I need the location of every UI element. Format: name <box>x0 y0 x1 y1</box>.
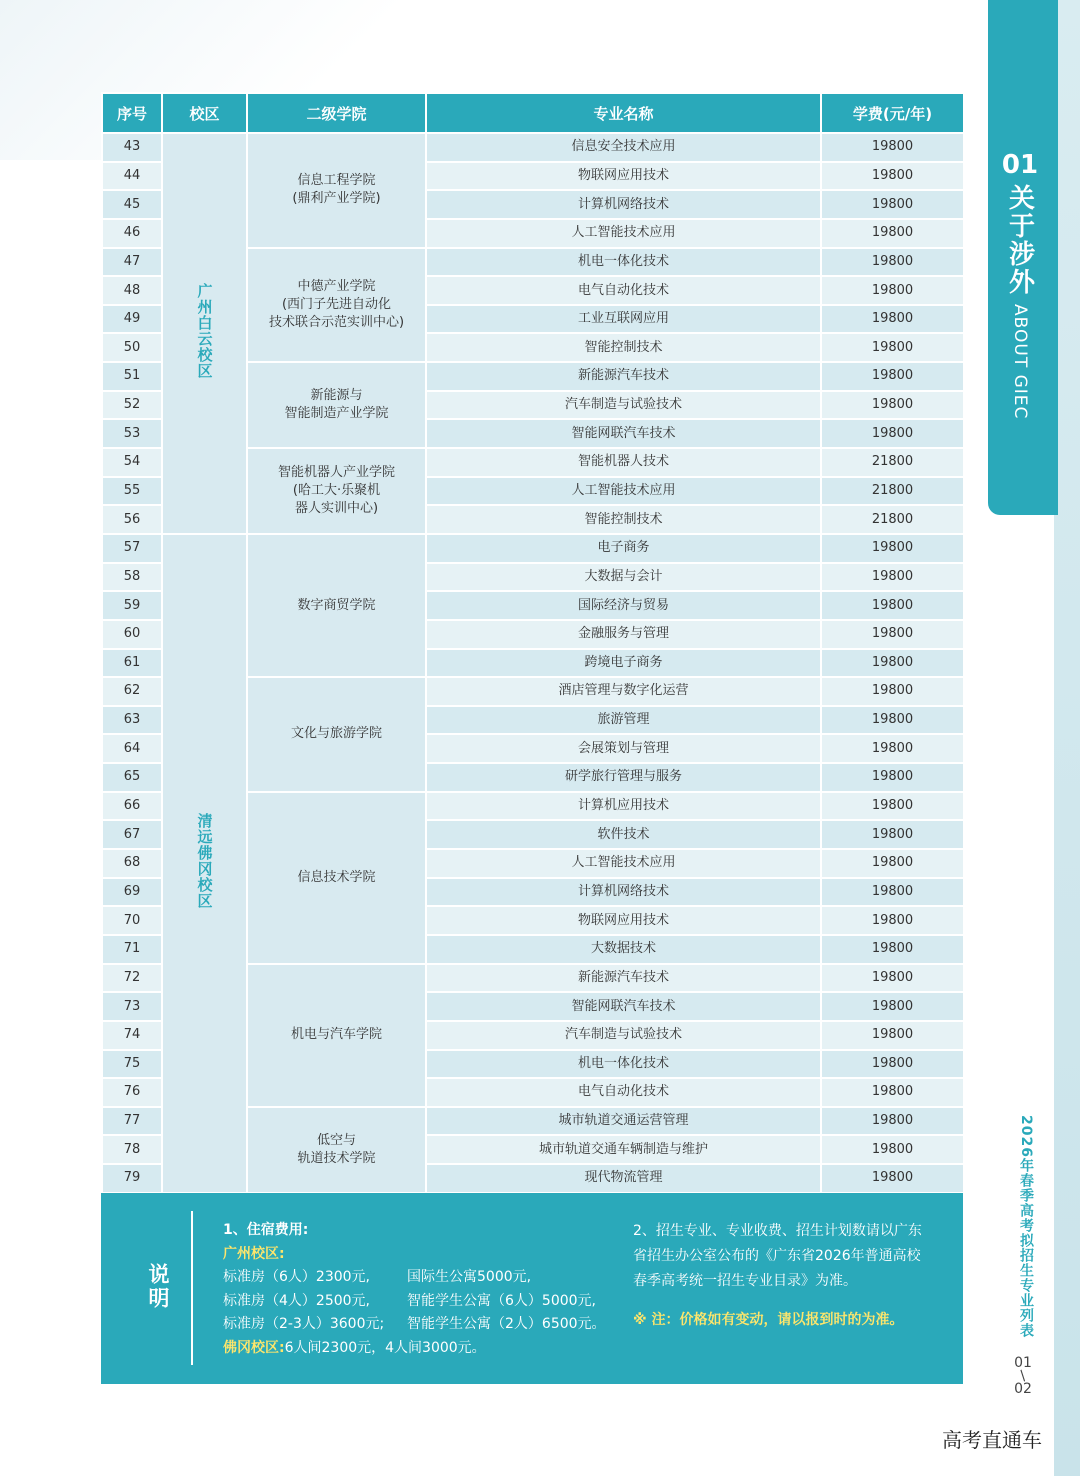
row-number: 47 <box>102 248 162 277</box>
major-name: 工业互联网应用 <box>426 305 821 334</box>
page-separator: / <box>1016 1368 1030 1384</box>
major-name: 物联网应用技术 <box>426 162 821 191</box>
row-number: 68 <box>102 849 162 878</box>
price-remark: ※ 注：价格如有变动，请以报到时的为准。 <box>633 1312 904 1328</box>
major-name: 新能源汽车技术 <box>426 964 821 993</box>
tuition-fee: 19800 <box>821 935 964 964</box>
row-number: 69 <box>102 878 162 907</box>
row-number: 78 <box>102 1135 162 1164</box>
row-number: 43 <box>102 133 162 162</box>
major-name: 国际经济与贸易 <box>426 591 821 620</box>
tuition-fee: 19800 <box>821 133 964 162</box>
row-number: 60 <box>102 620 162 649</box>
row-number: 52 <box>102 391 162 420</box>
college-name: 中德产业学院 (西门子先进自动化 技术联合示范实训中心) <box>268 278 405 330</box>
college-name: 智能机器人产业学院 (哈工大·乐聚机 器人实训中心) <box>277 465 395 516</box>
row-number: 54 <box>102 448 162 477</box>
major-name: 酒店管理与数字化运营 <box>426 677 821 706</box>
section-number: 01 <box>1001 150 1039 180</box>
tuition-fee: 19800 <box>821 1050 964 1079</box>
major-name: 电气自动化技术 <box>426 1078 821 1107</box>
tuition-fee: 19800 <box>821 333 964 362</box>
enrollment-note-text: 2、招生专业、专业收费、招生计划数请以广东省招生办公室公布的《广东省2026年普通高校春季高考统一招生专业目录》为准。 <box>633 1223 922 1289</box>
campus-name: 清远佛冈校区 <box>195 813 214 910</box>
accommodation-title: 1、住宿费用: <box>223 1222 309 1238</box>
row-number: 58 <box>102 563 162 592</box>
college-name: 新能源与 智能制造产业学院 <box>284 388 389 422</box>
tuition-fee: 19800 <box>821 190 964 219</box>
row-number: 44 <box>102 162 162 191</box>
tuition-fee: 19800 <box>821 391 964 420</box>
tuition-fee: 21800 <box>821 505 964 534</box>
header-college: 二级学院 <box>247 93 426 133</box>
row-number: 61 <box>102 649 162 678</box>
major-name: 信息安全技术应用 <box>426 133 821 162</box>
header-fee: 学费(元/年) <box>821 93 964 133</box>
tuition-fee: 19800 <box>821 419 964 448</box>
majors-table <box>101 92 965 1194</box>
row-number: 76 <box>102 1078 162 1107</box>
bracket-decoration <box>191 1211 203 1365</box>
section-title <box>1000 150 1040 419</box>
tuition-fee: 19800 <box>821 563 964 592</box>
header-major: 专业名称 <box>426 93 821 133</box>
notes-box <box>101 1193 963 1384</box>
tuition-fee: 19800 <box>821 964 964 993</box>
row-number: 45 <box>102 190 162 219</box>
major-name: 现代物流管理 <box>426 1164 821 1193</box>
tuition-fee: 19800 <box>821 1078 964 1107</box>
major-name: 电子商务 <box>426 534 821 563</box>
college-cell <box>247 248 426 363</box>
row-number: 57 <box>102 534 162 563</box>
major-name: 人工智能技术应用 <box>426 219 821 248</box>
major-name: 人工智能技术应用 <box>426 477 821 506</box>
enrollment-notes <box>633 1219 933 1333</box>
tuition-fee: 19800 <box>821 162 964 191</box>
college-cell <box>247 133 426 248</box>
row-number: 51 <box>102 362 162 391</box>
college-cell <box>247 677 426 792</box>
major-name: 机电一体化技术 <box>426 248 821 277</box>
table-body <box>102 133 964 1193</box>
row-number: 56 <box>102 505 162 534</box>
document-title-vertical: 2026年春季高考拟招生专业列表 <box>1018 1115 1034 1338</box>
notes-label: 说明 <box>146 1263 170 1311</box>
major-name: 计算机网络技术 <box>426 190 821 219</box>
college-name: 低空与 轨道技术学院 <box>297 1132 376 1166</box>
row-number: 74 <box>102 1021 162 1050</box>
fee-line: 标准房（6人）2300元, 国际生公寓5000元, <box>223 1269 532 1285</box>
major-name: 人工智能技术应用 <box>426 849 821 878</box>
fee-line: 标准房（2-3人）3600元; 智能学生公寓（2人）6500元。 <box>223 1316 606 1332</box>
tuition-fee: 19800 <box>821 820 964 849</box>
college-name: 数字商贸学院 <box>297 597 376 613</box>
row-number: 62 <box>102 677 162 706</box>
college-name: 信息工程学院 (鼎利产业学院) <box>292 173 381 207</box>
row-number: 64 <box>102 734 162 763</box>
row-number: 70 <box>102 906 162 935</box>
header-no: 序号 <box>102 93 162 133</box>
major-name: 计算机网络技术 <box>426 878 821 907</box>
row-number: 48 <box>102 276 162 305</box>
major-name: 城市轨道交通运营管理 <box>426 1107 821 1136</box>
major-name: 研学旅行管理与服务 <box>426 763 821 792</box>
fogang-label: 佛冈校区: <box>223 1339 285 1356</box>
tuition-fee: 21800 <box>821 448 964 477</box>
college-cell <box>247 362 426 448</box>
guangzhou-label: 广州校区: <box>223 1245 285 1262</box>
row-number: 50 <box>102 333 162 362</box>
major-name: 智能控制技术 <box>426 505 821 534</box>
tuition-fee: 19800 <box>821 763 964 792</box>
table-row <box>102 133 964 162</box>
row-number: 67 <box>102 820 162 849</box>
major-name: 大数据技术 <box>426 935 821 964</box>
college-cell <box>247 448 426 534</box>
tuition-fee: 19800 <box>821 305 964 334</box>
row-number: 66 <box>102 792 162 821</box>
table-row <box>102 534 964 563</box>
major-name: 软件技术 <box>426 820 821 849</box>
row-number: 75 <box>102 1050 162 1079</box>
college-name: 机电与汽车学院 <box>290 1027 382 1043</box>
major-name: 计算机应用技术 <box>426 792 821 821</box>
campus-cell <box>162 534 247 1193</box>
major-name: 新能源汽车技术 <box>426 362 821 391</box>
section-title-cn: 关于涉外 <box>1004 184 1035 296</box>
tuition-fee: 19800 <box>821 906 964 935</box>
tuition-fee: 19800 <box>821 1135 964 1164</box>
tuition-fee: 21800 <box>821 477 964 506</box>
major-name: 智能网联汽车技术 <box>426 992 821 1021</box>
college-cell <box>247 964 426 1107</box>
major-name: 智能控制技术 <box>426 333 821 362</box>
major-name: 跨境电子商务 <box>426 649 821 678</box>
tuition-fee: 19800 <box>821 992 964 1021</box>
major-name: 大数据与会计 <box>426 563 821 592</box>
tuition-fee: 19800 <box>821 1021 964 1050</box>
tuition-fee: 19800 <box>821 677 964 706</box>
tuition-fee: 19800 <box>821 248 964 277</box>
major-name: 旅游管理 <box>426 706 821 735</box>
fogang-line <box>223 1337 606 1361</box>
tuition-fee: 19800 <box>821 362 964 391</box>
tuition-fee: 19800 <box>821 734 964 763</box>
row-number: 63 <box>102 706 162 735</box>
tuition-fee: 19800 <box>821 219 964 248</box>
section-title-en: ABOUT GIEC <box>1010 304 1030 420</box>
row-number: 73 <box>102 992 162 1021</box>
accommodation-notes <box>223 1219 606 1360</box>
tuition-fee: 19800 <box>821 849 964 878</box>
row-number: 59 <box>102 591 162 620</box>
tuition-fee: 19800 <box>821 1164 964 1193</box>
page-number <box>1005 1355 1041 1397</box>
row-number: 79 <box>102 1164 162 1193</box>
tuition-fee: 19800 <box>821 591 964 620</box>
tuition-fee: 19800 <box>821 878 964 907</box>
table-header-row <box>102 93 964 133</box>
campus-name: 广州白云校区 <box>195 283 214 380</box>
tuition-fee: 19800 <box>821 792 964 821</box>
campus-cell <box>162 133 247 534</box>
major-name: 城市轨道交通车辆制造与维护 <box>426 1135 821 1164</box>
row-number: 65 <box>102 763 162 792</box>
major-name: 智能机器人技术 <box>426 448 821 477</box>
major-name: 机电一体化技术 <box>426 1050 821 1079</box>
tuition-fee: 19800 <box>821 1107 964 1136</box>
major-name: 汽车制造与试验技术 <box>426 1021 821 1050</box>
page-total: 02 <box>1014 1381 1032 1397</box>
major-name: 物联网应用技术 <box>426 906 821 935</box>
major-name: 会展策划与管理 <box>426 734 821 763</box>
row-number: 55 <box>102 477 162 506</box>
major-name: 智能网联汽车技术 <box>426 419 821 448</box>
row-number: 71 <box>102 935 162 964</box>
page-current: 01 <box>1014 1355 1032 1371</box>
row-number: 77 <box>102 1107 162 1136</box>
row-number: 53 <box>102 419 162 448</box>
row-number: 72 <box>102 964 162 993</box>
row-number: 46 <box>102 219 162 248</box>
major-name: 电气自动化技术 <box>426 276 821 305</box>
major-name: 汽车制造与试验技术 <box>426 391 821 420</box>
tuition-fee: 19800 <box>821 534 964 563</box>
watermark: 高考直通车 <box>942 1428 1042 1452</box>
college-name: 文化与旅游学院 <box>290 726 382 742</box>
college-cell <box>247 534 426 677</box>
header-campus: 校区 <box>162 93 247 133</box>
college-name: 信息技术学院 <box>297 869 376 885</box>
tuition-fee: 19800 <box>821 706 964 735</box>
college-cell <box>247 1107 426 1193</box>
tuition-fee: 19800 <box>821 276 964 305</box>
tuition-fee: 19800 <box>821 649 964 678</box>
fee-line: 标准房（4人）2500元, 智能学生公寓（6人）5000元, <box>223 1292 596 1309</box>
fogang-fee: 6人间2300元，4人间3000元。 <box>284 1339 486 1356</box>
college-cell <box>247 792 426 964</box>
major-name: 金融服务与管理 <box>426 620 821 649</box>
tuition-fee: 19800 <box>821 620 964 649</box>
row-number: 49 <box>102 305 162 334</box>
